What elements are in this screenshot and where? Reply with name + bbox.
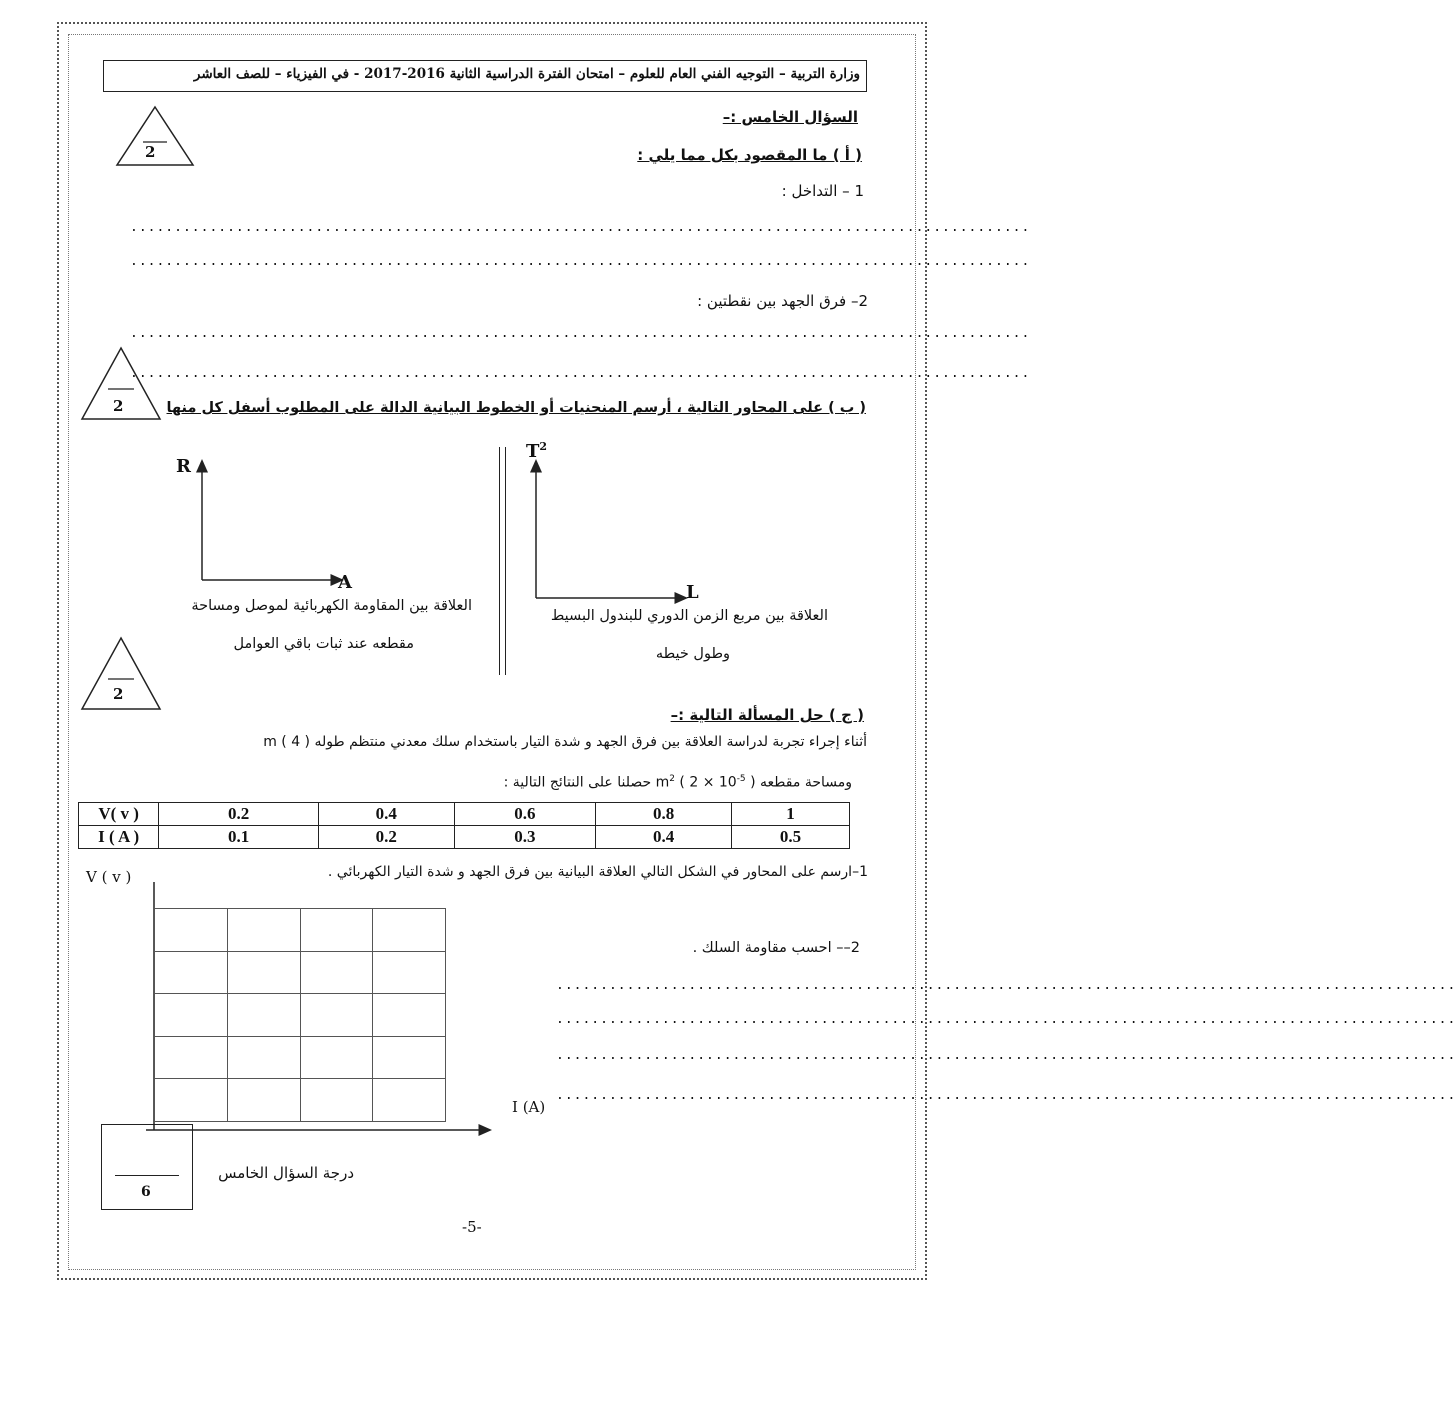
grid-cell xyxy=(228,994,301,1037)
header-text: وزارة التربية – التوجيه الفني العام للعلوم – امتحان الفترة الدراسية الثانية 2016-2017 - في الفيزياء – للصف العاشر xyxy=(193,66,860,82)
grid-cell xyxy=(155,1079,228,1122)
part-b-label: ( ب ) على المحاور التالية ، أرسم المنحنيات أو الخطوط البيانية الدالة على المطلوب أسفل كل منها xyxy=(166,400,866,416)
graph-r-vs-a-axes[interactable] xyxy=(190,455,350,587)
answer-line[interactable]: ...................................................................................................... xyxy=(130,254,1031,269)
grid-cell xyxy=(301,1037,374,1080)
part-c-score: 2 xyxy=(113,685,124,703)
table-cell: 0.2 xyxy=(318,826,454,849)
results-table xyxy=(78,802,850,849)
answer-line[interactable]: ...................................................................................................... xyxy=(556,1088,1456,1103)
grid-cell xyxy=(155,1037,228,1080)
answer-line[interactable]: ...................................................................................................... xyxy=(130,326,1031,341)
graph-1-caption-line-2: مقطعه عند ثبات باقي العوامل xyxy=(233,636,414,652)
answer-line[interactable]: ...................................................................................................... xyxy=(556,978,1456,993)
page-number: -5- xyxy=(462,1218,482,1236)
total-score-line xyxy=(115,1175,179,1176)
grid-cell xyxy=(301,994,374,1037)
table-cell: 0.6 xyxy=(454,803,596,826)
graph-2-caption-line-1: العلاقة بين مربع الزمن الدوري للبندول البسيط xyxy=(550,608,828,624)
divider-line xyxy=(505,447,506,675)
task-2: 2–– احسب مقاومة السلك . xyxy=(692,940,860,956)
grid-cell xyxy=(155,994,228,1037)
total-score: 6 xyxy=(141,1184,151,1200)
table-cell: 0.2 xyxy=(159,803,319,826)
part-c-label: ( ج ) حل المسألة التالية :– xyxy=(670,706,864,724)
graph-1-caption-line-1: العلاقة بين المقاومة الكهربائية لموصل ومساحة xyxy=(191,598,472,614)
grid-cell xyxy=(373,1037,446,1080)
grid-cell xyxy=(301,909,374,952)
grid-cell xyxy=(373,952,446,995)
problem-line-1: أثناء إجراء تجربة لدراسة العلاقة بين فرق الجهد و شدة التيار باستخدام سلك معدني منتظم طوله m ( 4 ) xyxy=(263,734,867,750)
problem-line-2: ومساحة مقطعه $m^2$ ( $2 \times 10^{-5}$ ) حصلنا على النتائج التالية : xyxy=(503,774,852,791)
grid-cell xyxy=(373,909,446,952)
divider-line xyxy=(499,447,500,675)
table-cell: 0.1 xyxy=(159,826,319,849)
answer-line[interactable]: ...................................................................................................... xyxy=(130,220,1031,235)
grid-cell xyxy=(228,1079,301,1122)
vi-graph-y-label: V ( v ) xyxy=(86,868,132,886)
table-cell: 0.8 xyxy=(596,803,732,826)
table-cell: 0.4 xyxy=(596,826,732,849)
grid-cell xyxy=(228,952,301,995)
table-cell: 1 xyxy=(732,803,850,826)
task-1: 1–ارسم على المحاور في الشكل التالي العلاقة البيانية بين فرق الجهد و شدة التيار الكهربائي . xyxy=(327,864,868,880)
grid-cell xyxy=(301,952,374,995)
graph-2-caption-line-2: وطول خيطه xyxy=(655,646,730,662)
part-b-score: 2 xyxy=(113,397,124,415)
grid-cell xyxy=(301,1079,374,1122)
table-header-voltage: V( v ) xyxy=(79,803,159,826)
answer-line[interactable]: ...................................................................................................... xyxy=(556,1012,1456,1027)
part-a-item-1: 1 – التداخل : xyxy=(781,182,864,200)
grid-cell xyxy=(228,909,301,952)
total-score-label: درجة السؤال الخامس xyxy=(218,1164,354,1182)
part-a-item-2: 2– فرق الجهد بين نقطتين : xyxy=(697,292,868,310)
grid-cell xyxy=(373,994,446,1037)
graph-2-x-label: L xyxy=(686,582,699,603)
graph-1-x-label: A xyxy=(338,572,352,593)
table-row-current xyxy=(79,826,850,849)
grid-cell xyxy=(373,1079,446,1122)
question-title: السؤال الخامس :– xyxy=(722,108,858,126)
table-row-voltage xyxy=(79,803,850,826)
part-a-score: 2 xyxy=(145,143,156,161)
part-a-label: ( أ ) ما المقصود بكل مما يلي : xyxy=(637,146,862,164)
table-header-current: I ( A ) xyxy=(79,826,159,849)
graph-2-y-label: $T^2$ xyxy=(526,440,548,462)
table-cell: 0.3 xyxy=(454,826,596,849)
table-cell: 0.5 xyxy=(732,826,850,849)
vi-graph-grid[interactable] xyxy=(154,908,446,1122)
graph-t2-vs-l-axes[interactable] xyxy=(524,455,694,605)
table-cell: 0.4 xyxy=(318,803,454,826)
graph-1-y-label: R xyxy=(176,456,191,477)
answer-line[interactable]: ...................................................................................................... xyxy=(556,1048,1456,1063)
vi-graph-x-label: I (A) xyxy=(512,1098,546,1116)
grid-cell xyxy=(228,1037,301,1080)
answer-line[interactable]: ...................................................................................................... xyxy=(130,366,1031,381)
grid-cell xyxy=(155,909,228,952)
grid-cell xyxy=(155,952,228,995)
